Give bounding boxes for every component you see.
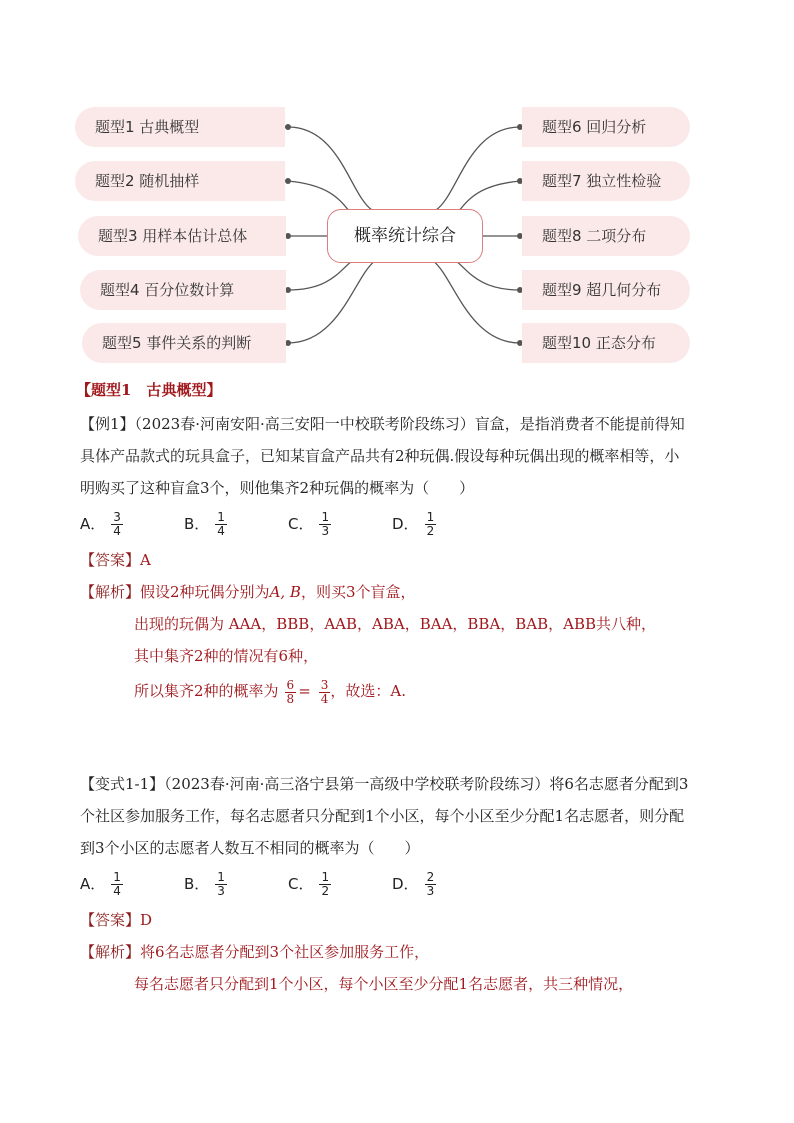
var1-text-1: （2023春·河南·高三洛宁县第一高级中学校联考阶段练习）将6名志愿者分配到3 xyxy=(164,775,689,793)
topic-1: 题型1 古典概型 xyxy=(75,107,285,147)
ex1-prefix: 【例1】 xyxy=(80,415,135,433)
topic-8: 题型8 二项分布 xyxy=(522,216,690,256)
var1-answer: 【答案】D xyxy=(80,911,153,929)
ex1-line-2: 具体产品款式的玩具盒子，已知某盲盒产品共有2种玩偶.假设每种玩偶出现的概率相等，小 xyxy=(80,447,680,465)
ex1-analysis-1: 【解析】假设2种玩偶分别为A, B，则买3个盲盒， xyxy=(80,583,416,601)
var1-analysis-1: 【解析】将6名志愿者分配到3个社区参加服务工作， xyxy=(80,943,430,961)
ex1-option-b: B． $\frac{1}{4}$ xyxy=(184,509,225,538)
var1-option-b: B． $\frac{1}{3}$ xyxy=(184,869,225,898)
section-title: 【题型1 古典概型】 xyxy=(76,381,222,399)
var1-option-c: C． $\frac{1}{2}$ xyxy=(288,869,330,898)
topic-10: 题型10 正态分布 xyxy=(522,323,690,363)
variant-1-1 xyxy=(80,768,730,1000)
topic-4: 题型4 百分位数计算 xyxy=(80,270,286,310)
mind-map xyxy=(0,95,794,380)
ex1-option-d: D． $\frac{1}{2}$ xyxy=(392,509,435,538)
ex1-option-a: A． $\frac{3}{4}$ xyxy=(80,509,121,538)
ex1-analysis-4: 所以集齐2种的概率为 $\frac{6}{8}$ = $\frac{3}{4}$ ，故选：A. xyxy=(134,677,407,706)
topic-3: 题型3 用样本估计总体 xyxy=(78,216,286,256)
var1-analysis-2: 每名志愿者只分配到1个小区，每个小区至少分配1名志愿者，共三种情况， xyxy=(134,975,634,993)
example-1 xyxy=(80,408,730,710)
var1-line-3: 到3个小区的志愿者人数互不相同的概率为（ ） xyxy=(80,839,420,857)
ex1-answer: 【答案】A xyxy=(80,551,151,569)
var1-prefix: 【变式1-1】 xyxy=(80,775,165,793)
ex1-analysis-3: 其中集齐2种的情况有6种， xyxy=(134,647,319,665)
topic-6: 题型6 回归分析 xyxy=(522,107,690,147)
topic-5: 题型5 事件关系的判断 xyxy=(82,323,286,363)
ex1-line-1 xyxy=(80,408,730,440)
ex1-text-1: （2023春·河南安阳·高三安阳一中校联考阶段练习）盲盒，是指消费者不能提前得知 xyxy=(134,415,685,433)
ex1-line-3: 明购买了这种盲盒3个，则他集齐2种玩偶的概率为（ ） xyxy=(80,479,475,497)
var1-line-2: 个社区参加服务工作，每名志愿者只分配到1个小区，每个小区至少分配1名志愿者，则分配 xyxy=(80,807,685,825)
topic-2: 题型2 随机抽样 xyxy=(75,161,285,201)
ex1-options xyxy=(80,508,730,540)
var1-option-d: D． $\frac{2}{3}$ xyxy=(392,869,435,898)
var1-options xyxy=(80,868,730,900)
var1-line-1 xyxy=(80,768,730,800)
center-node: 概率统计综合 xyxy=(327,209,483,263)
ex1-option-c: C． $\frac{1}{3}$ xyxy=(288,509,330,538)
section-heading xyxy=(76,374,726,406)
ex1-analysis-2: 出现的玩偶为 AAA，BBB，AAB，ABA，BAA，BBA，BAB，ABB共八种， xyxy=(134,615,657,633)
var1-option-a: A． $\frac{1}{4}$ xyxy=(80,869,121,898)
topic-9: 题型9 超几何分布 xyxy=(522,270,690,310)
topic-7: 题型7 独立性检验 xyxy=(522,161,690,201)
